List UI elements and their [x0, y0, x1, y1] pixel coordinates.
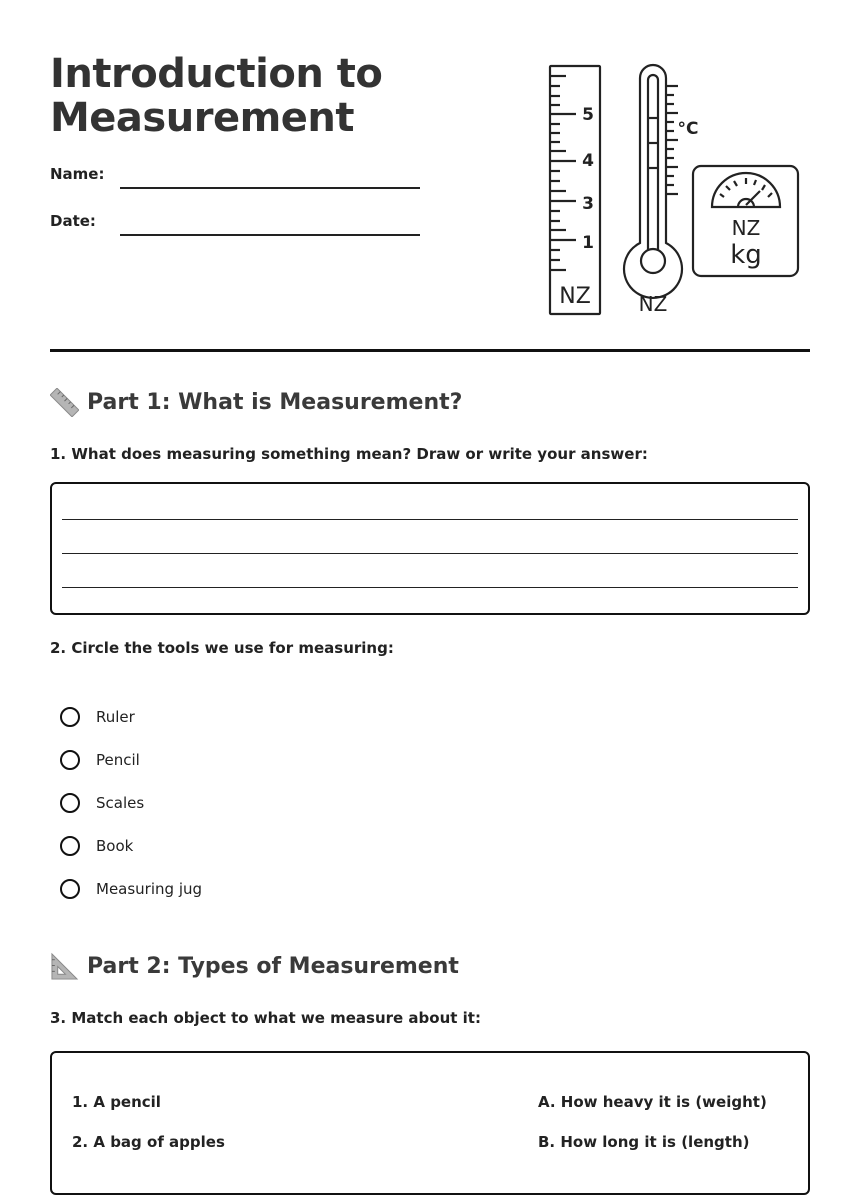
circle-option[interactable]	[60, 879, 80, 899]
date-field[interactable]	[120, 234, 420, 236]
answer-line[interactable]	[62, 553, 798, 554]
answer-box-q1[interactable]	[50, 482, 810, 615]
part1-heading	[50, 388, 462, 417]
ruler-icon	[50, 388, 79, 417]
match-property-b[interactable]: B. How long it is (length)	[538, 1133, 750, 1151]
match-object-2[interactable]: 2. A bag of apples	[72, 1133, 225, 1151]
circle-option[interactable]	[60, 707, 80, 727]
part1-title: Part 1: What is Measurement?	[87, 390, 463, 415]
option-label: Scales	[96, 794, 145, 812]
header-divider	[50, 349, 810, 352]
answer-line[interactable]	[62, 587, 798, 588]
option-label: Pencil	[96, 751, 140, 769]
part2-heading	[50, 952, 459, 981]
circle-option[interactable]	[60, 750, 80, 770]
name-field[interactable]	[120, 187, 420, 189]
circle-option[interactable]	[60, 836, 80, 856]
question-2: 2. Circle the tools we use for measuring:	[50, 639, 394, 657]
ruler-mark-5: 5	[582, 105, 594, 125]
thermometer-unit: °C	[677, 119, 699, 139]
thermometer-brand: NZ	[638, 292, 668, 316]
scale-brand: NZ	[731, 216, 761, 240]
ruler-mark-1: 1	[582, 233, 594, 253]
ruler-icon	[550, 66, 600, 314]
ruler-mark-3: 3	[582, 194, 594, 214]
match-object-1[interactable]: 1. A pencil	[72, 1093, 161, 1111]
scale-unit: kg	[730, 240, 762, 270]
page-title	[50, 52, 382, 140]
match-property-a[interactable]: A. How heavy it is (weight)	[538, 1093, 767, 1111]
answer-line[interactable]	[62, 519, 798, 520]
part2-title: Part 2: Types of Measurement	[87, 954, 459, 979]
option-scales[interactable]	[60, 790, 144, 816]
title-line-1: Introduction to	[50, 51, 383, 97]
set-square-icon	[50, 952, 79, 981]
date-label: Date:	[50, 212, 96, 230]
option-book[interactable]	[60, 833, 133, 859]
circle-option[interactable]	[60, 793, 80, 813]
ruler-brand: NZ	[559, 284, 591, 309]
measurement-illustration	[540, 58, 810, 323]
option-measuring-jug[interactable]	[60, 876, 202, 902]
title-line-2: Measurement	[50, 95, 354, 141]
name-label: Name:	[50, 165, 105, 183]
matching-box	[50, 1051, 810, 1195]
option-label: Measuring jug	[96, 880, 203, 898]
question-1: 1. What does measuring something mean? Draw or write your answer:	[50, 445, 648, 463]
ruler-mark-4: 4	[582, 151, 594, 171]
option-label: Ruler	[96, 708, 135, 726]
option-pencil[interactable]	[60, 747, 140, 773]
option-ruler[interactable]	[60, 704, 135, 730]
option-label: Book	[96, 837, 134, 855]
question-3: 3. Match each object to what we measure about it:	[50, 1009, 481, 1027]
thermometer-icon	[624, 65, 682, 298]
